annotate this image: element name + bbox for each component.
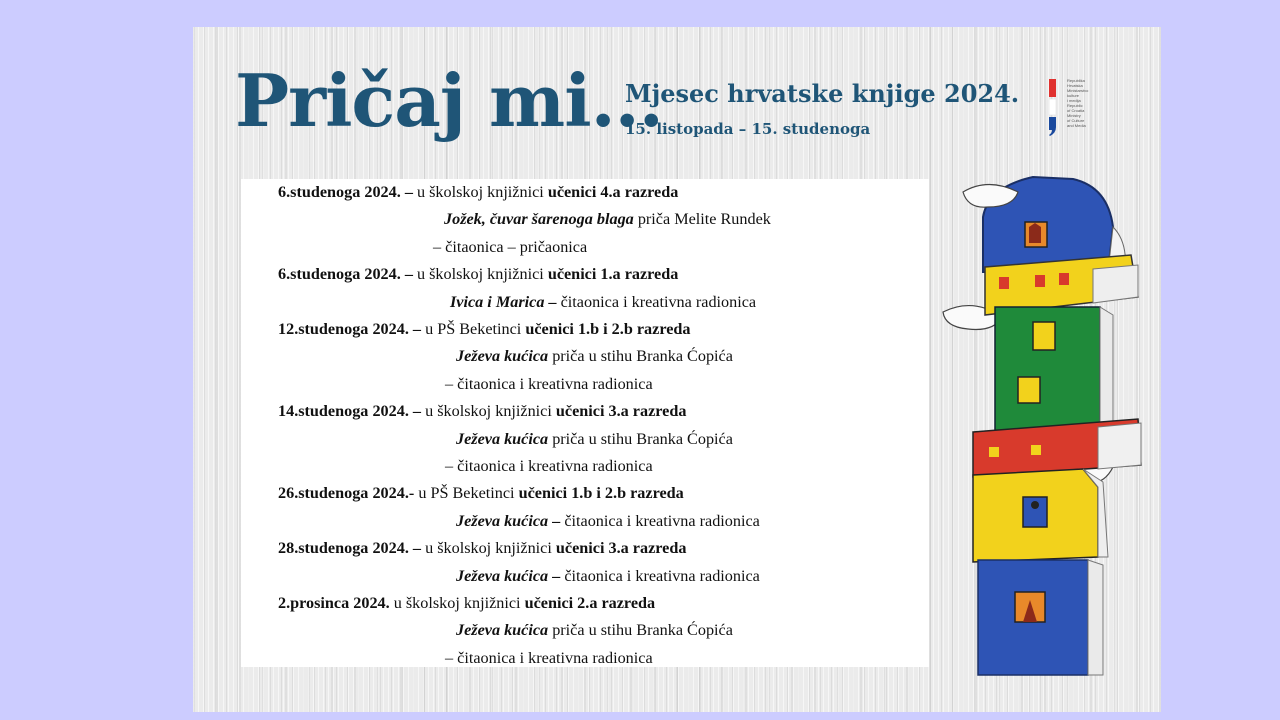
schedule-text: – čitaonica i kreativna radionica xyxy=(445,457,653,475)
schedule-emphasis: učenici 4.a razreda xyxy=(547,183,679,201)
schedule-line xyxy=(445,371,653,398)
story-title: Ježeva kućica – xyxy=(456,566,565,585)
schedule-text: čitaonica i kreativna radionica xyxy=(560,292,757,311)
schedule-line xyxy=(445,453,653,480)
croatian-ministry-logo-icon xyxy=(1048,77,1064,137)
schedule-line xyxy=(278,535,686,562)
schedule-emphasis: učenici 2.a razreda xyxy=(524,594,656,612)
schedule-text: priča u stihu Branka Ćopića xyxy=(552,621,733,640)
schedule-text: u školskoj knjižnici xyxy=(416,183,548,201)
schedule-text: u školskoj knjižnici xyxy=(416,265,548,284)
schedule-line xyxy=(278,316,691,343)
schedule-line xyxy=(433,234,587,261)
schedule-line xyxy=(445,645,653,667)
schedule-panel xyxy=(241,179,929,667)
schedule-line xyxy=(278,398,686,425)
schedule-text: u PŠ Beketinci xyxy=(418,484,519,503)
schedule-text: čitaonica i kreativna radionica xyxy=(564,566,760,585)
logo-text-line: and Media xyxy=(1067,123,1086,128)
logo-text-line: of Croatia xyxy=(1067,108,1085,113)
story-title: Ivica i Marica – xyxy=(450,292,561,311)
logo-text-line: of Culture xyxy=(1067,118,1085,123)
schedule-text: u PŠ Beketinci xyxy=(425,320,526,338)
schedule-emphasis: učenici 1.a razreda xyxy=(547,265,679,284)
schedule-line xyxy=(450,289,756,316)
story-title: Jožek, čuvar šarenoga blaga xyxy=(444,210,638,229)
schedule-text: u školskoj knjižnici xyxy=(393,594,525,612)
schedule-line xyxy=(278,179,678,206)
schedule-text: priča Melite Rundek xyxy=(637,210,771,229)
story-title: Ježeva kućica – xyxy=(456,511,565,530)
schedule-line xyxy=(456,343,733,370)
schedule-emphasis: učenici 3.a razreda xyxy=(555,539,687,558)
logo-text-line: Ministarstvo xyxy=(1067,88,1089,93)
logo-text-line: Republic xyxy=(1067,103,1083,108)
schedule-emphasis: 28.studenoga 2024. – xyxy=(278,539,426,558)
story-title: Ježeva kućica xyxy=(456,347,553,366)
schedule-emphasis: 6.studenoga 2024. – xyxy=(278,265,417,284)
story-title: Ježeva kućica xyxy=(456,621,553,640)
schedule-text: čitaonica i kreativna radionica xyxy=(564,511,760,530)
schedule-emphasis: učenici 3.a razreda xyxy=(555,402,687,421)
schedule-line xyxy=(444,206,771,233)
schedule-text: priča u stihu Branka Ćopića xyxy=(552,429,733,448)
schedule-text: – čitaonica i kreativna radionica xyxy=(445,374,653,393)
schedule-emphasis: 2.prosinca 2024. xyxy=(278,594,394,612)
schedule-line xyxy=(278,590,655,617)
schedule-line xyxy=(278,480,684,507)
schedule-text: priča u stihu Branka Ćopića xyxy=(552,347,733,366)
schedule-emphasis: učenici 1.b i 2.b razreda xyxy=(518,484,684,503)
schedule-text: u školskoj knjižnici xyxy=(425,402,556,421)
schedule-line xyxy=(456,426,733,453)
schedule-text: – čitaonica – pričaonica xyxy=(433,237,588,256)
schedule-line xyxy=(456,563,760,590)
schedule-emphasis: učenici 1.b i 2.b razreda xyxy=(525,320,691,338)
logo-text-line: Hrvatska xyxy=(1067,83,1083,88)
ministry-logo-text xyxy=(1067,78,1101,128)
logo-text-line: i medija xyxy=(1067,98,1081,103)
ministry-logo xyxy=(1048,77,1098,141)
slide xyxy=(193,27,1161,712)
stacked-books-houses-icon xyxy=(933,147,1161,687)
schedule-text: u školskoj knjižnici xyxy=(425,539,556,558)
event-subtitle: Mjesec hrvatske knjige 2024. xyxy=(625,79,1020,108)
logo-text-line: kulture xyxy=(1067,93,1080,98)
event-dates: 15. listopada – 15. studenoga xyxy=(625,120,871,138)
schedule-emphasis: 14.studenoga 2024. – xyxy=(278,402,426,421)
schedule-line xyxy=(278,261,678,288)
page-title: Pričaj mi... xyxy=(235,58,663,143)
schedule-line xyxy=(456,617,733,644)
schedule-line xyxy=(456,508,760,535)
schedule-emphasis: 6.studenoga 2024. – xyxy=(278,183,417,201)
schedule-emphasis: 12.studenoga 2024. – xyxy=(278,320,426,338)
schedule-emphasis: 26.studenoga 2024.- xyxy=(278,484,419,503)
story-title: Ježeva kućica xyxy=(456,429,553,448)
schedule-text: – čitaonica i kreativna radionica xyxy=(445,648,653,667)
logo-text-line: Ministry xyxy=(1067,113,1081,118)
logo-text-line: Republika xyxy=(1067,78,1085,83)
